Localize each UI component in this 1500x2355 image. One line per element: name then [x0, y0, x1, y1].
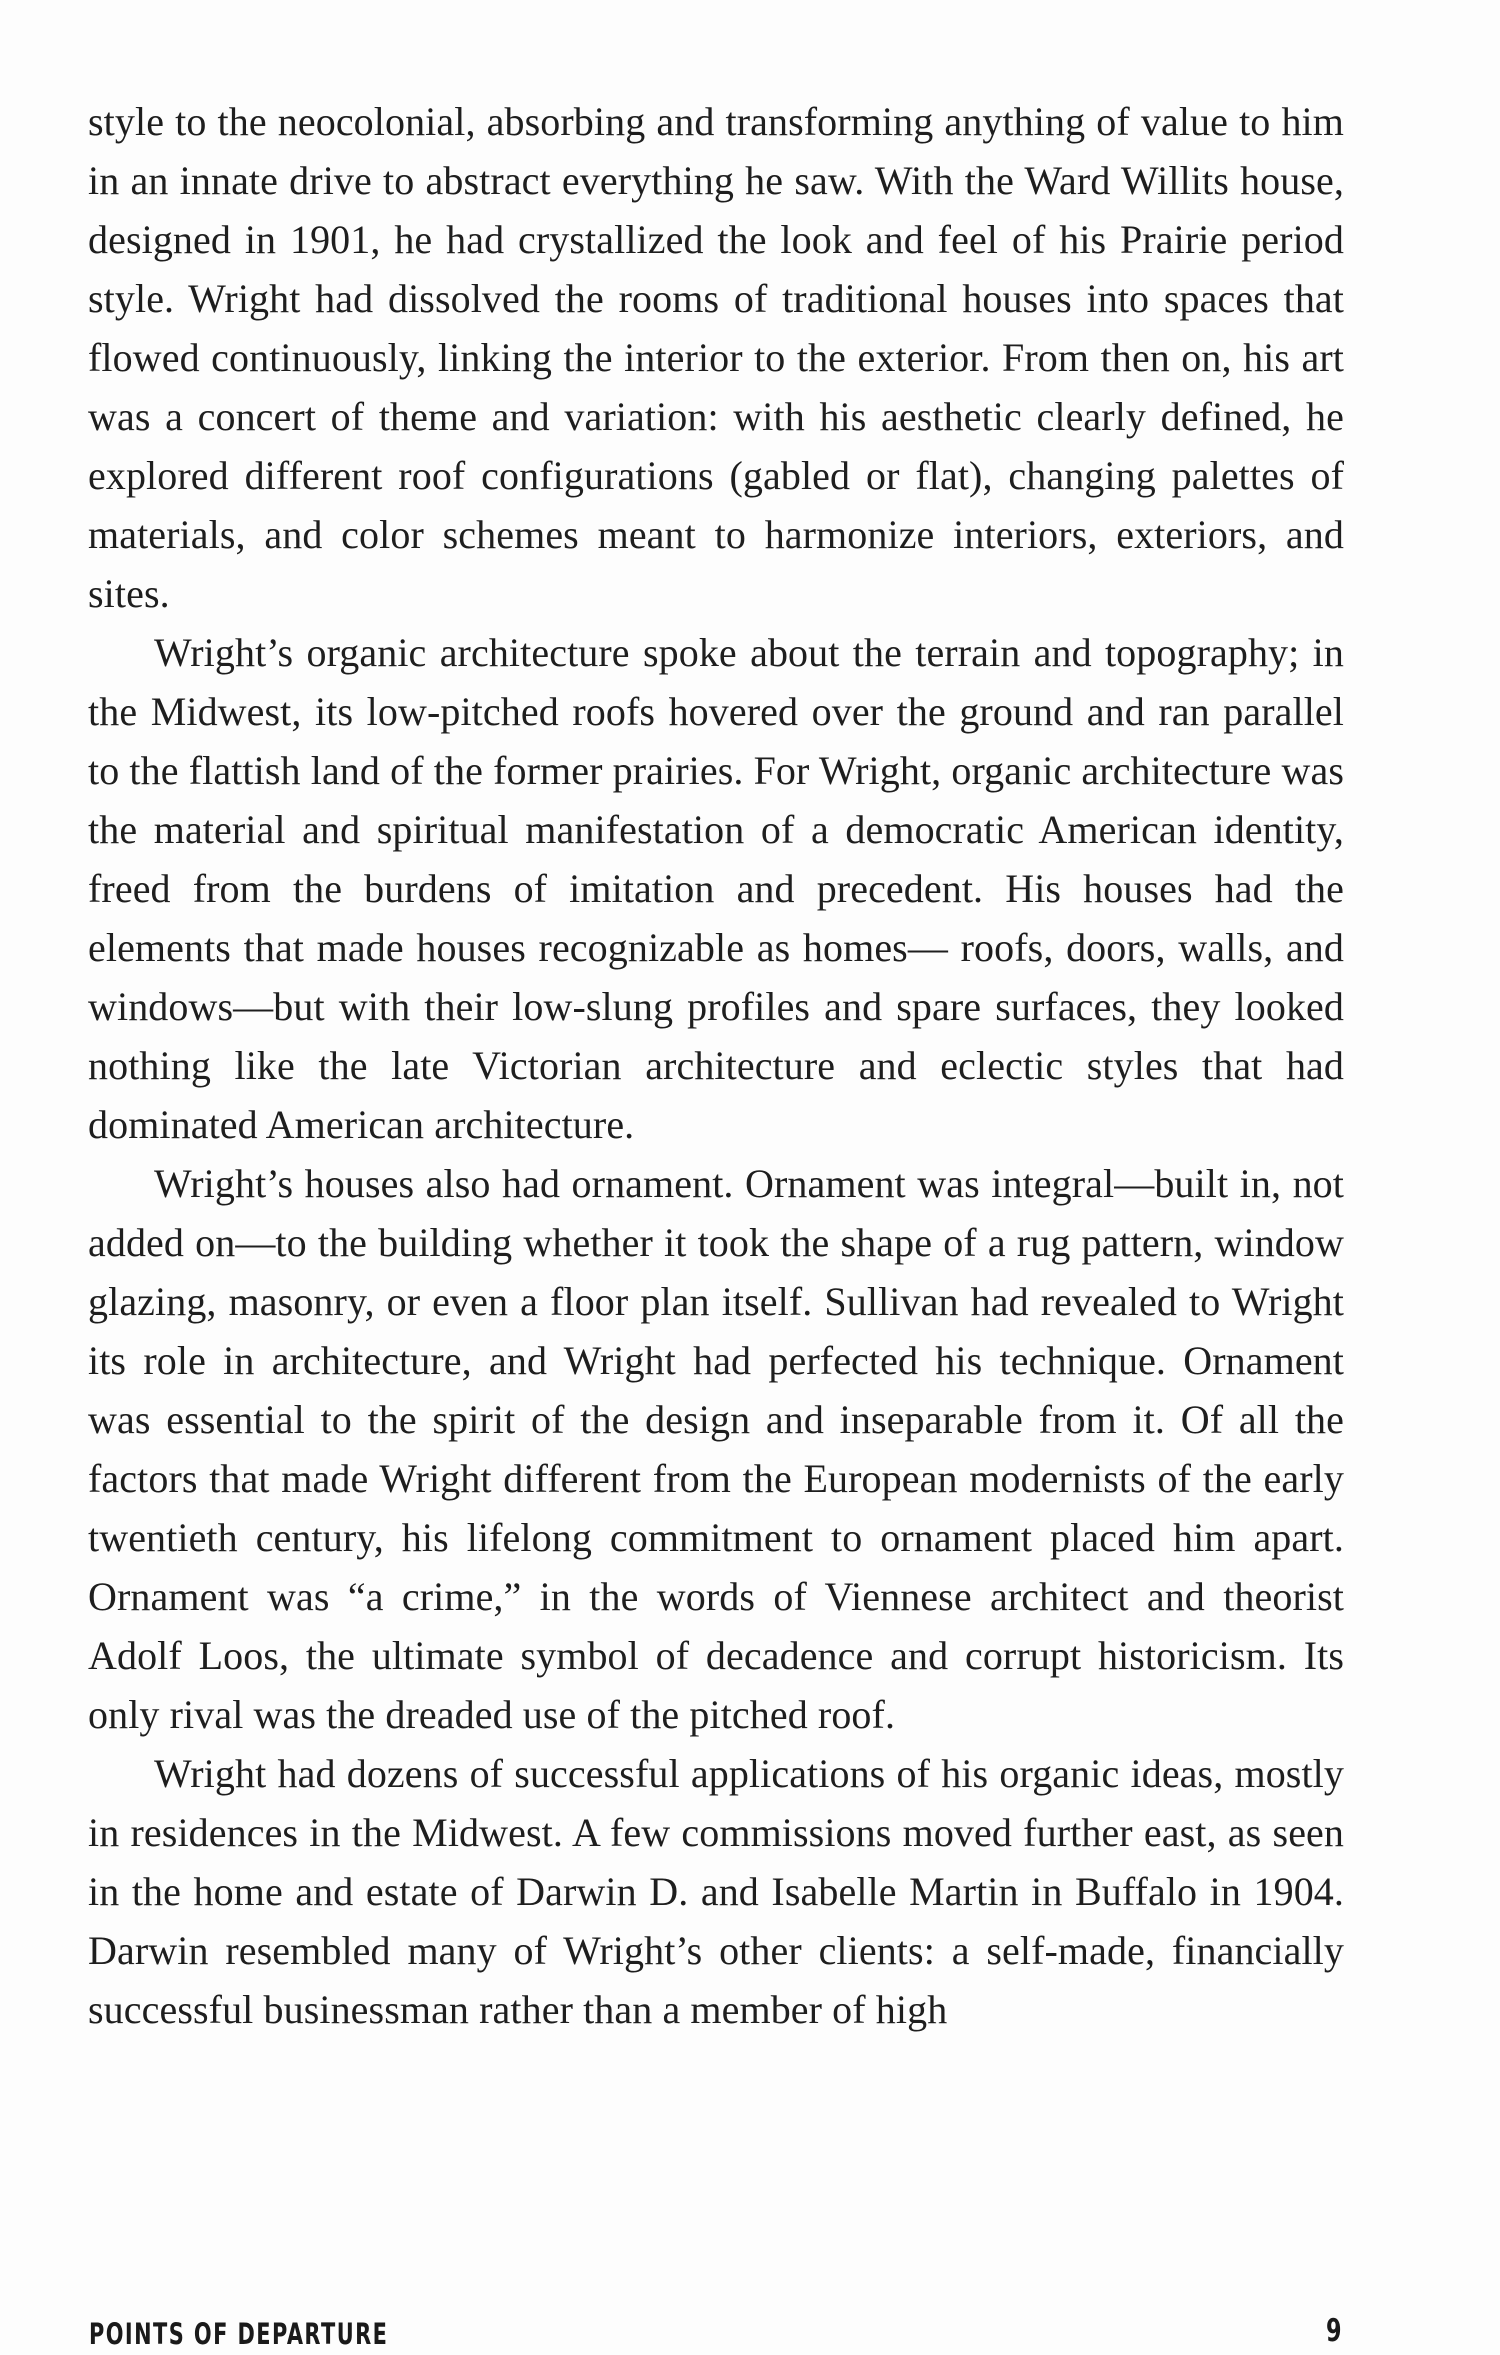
running-footer-title: POINTS OF DEPARTURE	[89, 2317, 389, 2351]
page-number: 9	[1326, 2313, 1342, 2349]
paragraph-1: style to the neocolonial, absorbing and transforming anything of value to him in an innate drive to abstract everything he saw. With the Ward Willits house, designed in 1901, he had crystallized the look and feel of his Prairie period style. Wright had dissolved the rooms of traditional houses into spaces that flowed continuously, linking the interior to the exterior. From then on, his art was a concert of theme and variation: with his aesthetic clearly defined, he explored different roof configurations (gabled or flat), changing palettes of materials, and color schemes meant to harmonize interiors, exteriors, and sites.	[88, 99, 1344, 616]
paragraph-3: Wright’s houses also had ornament. Ornament was integral—built in, not added on—to the building whether it took the shape of a rug pattern, window glazing, masonry, or even a floor plan itself. Sullivan had revealed to Wright its role in architecture, and Wright had perfected his technique. Ornament was essential to the spirit of the design and inseparable from it. Of all the factors that made Wright different from the European modernists of the early twentieth century, his lifelong commitment to ornament placed him apart. Ornament was “a crime,” in the words of Viennese architect and theorist Adolf Loos, the ultimate symbol of decadence and corrupt historicism. Its only rival was the dreaded use of the pitched roof.	[88, 1161, 1344, 1737]
paragraph-4: Wright had dozens of successful applications of his organic ideas, mostly in residences in the Midwest. A few commissions moved further east, as seen in the home and estate of Darwin D. and Isabelle Martin in Buffalo in 1904. Darwin resembled many of Wright’s other clients: a self-made, financially successful businessman rather than a member of high	[88, 1751, 1344, 2032]
paragraph-2: Wright’s organic architecture spoke about the terrain and topography; in the Midwest, its low-pitched roofs hovered over the ground and ran parallel to the flattish land of the former prairies. For Wright, organic architecture was the material and spiritual manifestation of a democratic American identity, freed from the burdens of imitation and precedent. His houses had the elements that made houses recognizable as homes— roofs, doors, walls, and windows—but with their low-slung profiles and spare surfaces, they looked nothing like the late Victorian architecture and eclectic styles that had dominated American architecture.	[88, 630, 1344, 1147]
body-text	[88, 92, 1344, 2039]
